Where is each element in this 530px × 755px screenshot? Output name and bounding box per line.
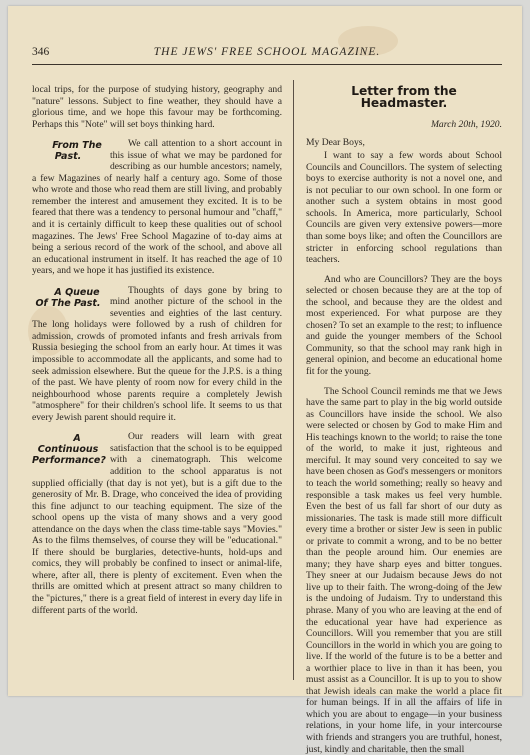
magazine-page bbox=[8, 6, 522, 755]
section-text: Thoughts of days gone by bring to mind another picture of the school in the seventies and eighties of the last century. The long holidays were followed by a rush of children for admission, crowds of promoted infants and fresh arrivals from Russia besieging the school from an early hour. At times it was impossible to accommodate all the applicants, and some had to seek admission elsewhere. But the queue for the J.P.S. is a thing of the past. We have plenty of room now for every child in the neighbourhood whose parents require a completely Jewish "atmosphere" for their children's school life. It seems to us that every Jewish parent should require it. bbox=[32, 284, 282, 423]
salutation: My Dear Boys, bbox=[306, 136, 365, 148]
side-heading: From The Past. bbox=[52, 140, 102, 163]
section-from-the-past bbox=[32, 138, 282, 277]
letter-date: March 20th, 1920. bbox=[430, 119, 502, 131]
magazine-title: THE JEWS' FREE SCHOOL MAGAZINE. bbox=[153, 46, 381, 58]
section-queue-of-the-past bbox=[32, 285, 282, 424]
side-heading: A Queue Of The Past. bbox=[35, 286, 101, 309]
section-continuous-performance bbox=[32, 431, 282, 616]
section-text: Our readers will learn with great satisfaction that the school is to be equipped with a cinematograph. This welcome addition to the school apparatus is not supplied officially (that day is not yet), but is a gift due to the generosity of Mr. B. Drage, who conceived the idea of providing this fine adjunct to our teaching equipment. The size of the school opens up the vista of many shows and a very good attendance on the days when the class time-table says "Movies." As to the films themselves, of course they will be "educational." If there should be burglaries, detective-hunts, hold-ups and comics, they will probably be confined to insect or animal-life, where, after all, there is plenty of excitement. Even when the thrills are omitted which at present attract so many children to the "pictures," there is a great field of interest in every day life in different parts of the world. bbox=[32, 431, 282, 616]
letter-paragraph: I want to say a few words about School Councils and Councillors. The system of selecting boys to exercise authority is not a novel one, and is not peculiar to our own school. In one form or another such a system obtains in most good schools. In America, more particularly, School Councils are given very extensive powers—more than some boys like; and often the Councillors are stricter in enforcing school regulations than teachers. bbox=[306, 150, 502, 266]
opening-paragraph: local trips, for the purpose of studying history, geography and "nature" lessons. Subject to fine weather, they should have a glorious time, and we hope this favour may be forthcoming. Perhaps this "Note" will set boys thinking hard. bbox=[32, 84, 282, 130]
column-divider bbox=[293, 80, 294, 680]
letter-paragraph: The School Council reminds me that we Jews have the same part to play in the big world outside as Councillors have inside the school. We also were selected or chosen by God to make Him and His teachings known to the world; to raise the tone of the world, to make it just, righteous and merciful. It may sound very conceited to say we have been chosen as God's messengers or monitors to teach the world something; really so heavy and responsible a task makes us feel very humble. Even the best of us fall far short of our duty as missionaries. The task is made still more difficult every time a brother or sister Jew is seen in public or private to commit a wrong, and to be no better than the people around him. Our enemies are many; they have sharp eyes and bitter tongues. They sneer at our Judaism because Jews do not live up to their faith. The wrong-doing of the Jew is the undoing of Judaism. Try to understand this phrase. Many of you who are leaving at the end of the educational year have had experience as Councillors. Will you remember that you are still Councillors in the world in which you are going to live. If the world of the future is to be a better and a worthier place to live in than it has been, you must assist as a Councillor. It is up to you to show that Jewish ideals can make the world a place fit for human beings. If in all the affairs of life in which you are about to engage—in your business relations, in your home life, in your intercourse with friends and strangers you are truthful, honest, just, kindly and charitable, then the small bbox=[306, 385, 502, 755]
page-header bbox=[32, 46, 502, 65]
letter-title: Letter from the Headmaster. bbox=[351, 84, 457, 110]
right-column bbox=[306, 86, 502, 755]
left-column bbox=[32, 84, 282, 616]
letter-paragraph: And who are Councillors? They are the boys selected or chosen because they are at the top of the school, and because they are the oldest and most experienced. For what purpose are they chosen? To set an example to the rest; to influence and guide the younger members of the School Community, so that the school may rank high in general opinion, and become an educational home fit for the young. bbox=[306, 273, 502, 378]
section-text: We call attention to a short account in this issue of what we may be pardoned for describing as our humble ancestors; namely, a few Magazines of nearly half a century ago. Some of those who wrote and those who read them are still living, and probably remember the interest and amusement they excited. It is to be feared that there was a tendency to personal humour and "chaff," and it is certainly difficult to keep these qualities out of school magazines. The Jews' Free School Magazine of to-day aims at being a serious record of the work of the school, and above all an educational instrument in itself. It has reached the age of 10 years, and we hope it has justified its existence. bbox=[32, 138, 282, 277]
side-heading: A Continuous Performance? bbox=[32, 433, 106, 467]
page-number: 346 bbox=[32, 46, 50, 58]
